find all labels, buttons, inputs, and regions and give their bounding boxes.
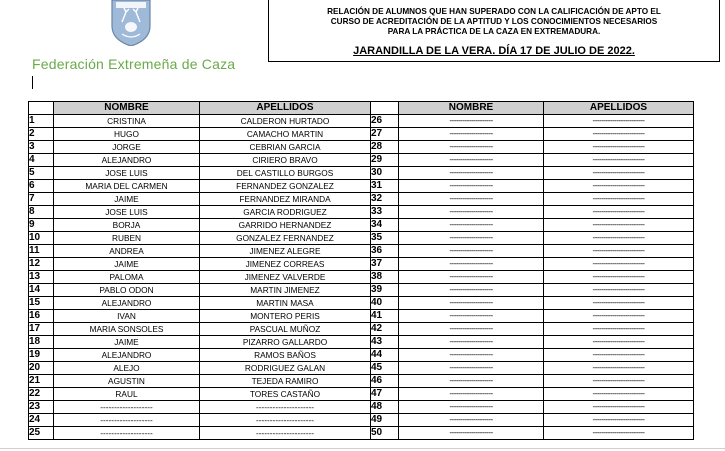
row-number: 22 bbox=[29, 388, 54, 401]
row-number: 24 bbox=[29, 414, 54, 427]
student-apellidos-empty: ------------------------ bbox=[544, 219, 694, 232]
row-number: 49 bbox=[371, 414, 399, 427]
table-body bbox=[29, 115, 694, 440]
row-number: 4 bbox=[29, 154, 54, 167]
row-number: 13 bbox=[29, 271, 54, 284]
student-apellidos: JIMENEZ VALVERDE bbox=[200, 271, 371, 284]
student-apellidos-empty: ------------------------ bbox=[544, 271, 694, 284]
table-row bbox=[29, 375, 694, 388]
table-row bbox=[29, 284, 694, 297]
table-row bbox=[29, 219, 694, 232]
student-nombre-empty: -------------------- bbox=[399, 128, 544, 141]
header-nombre: NOMBRE bbox=[399, 102, 544, 115]
student-apellidos: PASCUAL MUÑOZ bbox=[200, 323, 371, 336]
student-apellidos-empty: ------------------------ bbox=[544, 128, 694, 141]
table-row bbox=[29, 388, 694, 401]
student-nombre-empty: -------------------- bbox=[399, 206, 544, 219]
row-number: 7 bbox=[29, 193, 54, 206]
student-apellidos: PIZARRO GALLARDO bbox=[200, 336, 371, 349]
student-nombre: MARIA DEL CARMEN bbox=[54, 180, 200, 193]
student-apellidos-empty: ------------------------ bbox=[544, 362, 694, 375]
student-apellidos: JIMENEZ CORREAS bbox=[200, 258, 371, 271]
student-apellidos-empty: ------------------------ bbox=[544, 180, 694, 193]
table-row bbox=[29, 271, 694, 284]
student-apellidos-empty: ------------------------ bbox=[544, 388, 694, 401]
table-row bbox=[29, 232, 694, 245]
row-number: 44 bbox=[371, 349, 399, 362]
row-number: 2 bbox=[29, 128, 54, 141]
row-number: 14 bbox=[29, 284, 54, 297]
table-row bbox=[29, 401, 694, 414]
student-apellidos: TEJEDA RAMIRO bbox=[200, 375, 371, 388]
student-nombre-empty: -------------------- bbox=[399, 245, 544, 258]
row-number: 32 bbox=[371, 193, 399, 206]
row-number: 15 bbox=[29, 297, 54, 310]
student-nombre: PALOMA bbox=[54, 271, 200, 284]
student-nombre-empty: -------------------- bbox=[399, 154, 544, 167]
document-header bbox=[268, 0, 720, 62]
student-nombre: ------------------- bbox=[54, 414, 200, 427]
student-apellidos: JIMENEZ ALEGRE bbox=[200, 245, 371, 258]
student-nombre-empty: -------------------- bbox=[399, 336, 544, 349]
student-nombre: ------------------- bbox=[54, 427, 200, 440]
student-apellidos: CALDERON HURTADO bbox=[200, 115, 371, 128]
student-apellidos: MARTIN JIMENEZ bbox=[200, 284, 371, 297]
student-nombre-empty: -------------------- bbox=[399, 180, 544, 193]
student-nombre-empty: -------------------- bbox=[399, 427, 544, 440]
student-nombre: HUGO bbox=[54, 128, 200, 141]
federation-name: Federación Extremeña de Caza bbox=[32, 56, 236, 72]
student-apellidos-empty: ------------------------ bbox=[544, 167, 694, 180]
row-number: 39 bbox=[371, 284, 399, 297]
table-row bbox=[29, 362, 694, 375]
header-number-blank bbox=[29, 102, 54, 115]
student-nombre: JOSE LUIS bbox=[54, 167, 200, 180]
row-number: 26 bbox=[371, 115, 399, 128]
student-apellidos-empty: ------------------------ bbox=[544, 336, 694, 349]
student-apellidos: CIRIERO BRAVO bbox=[200, 154, 371, 167]
student-nombre: BORJA bbox=[54, 219, 200, 232]
student-nombre: PABLO ODON bbox=[54, 284, 200, 297]
row-number: 50 bbox=[371, 427, 399, 440]
row-number: 19 bbox=[29, 349, 54, 362]
row-number: 46 bbox=[371, 375, 399, 388]
page-divider bbox=[0, 448, 725, 449]
table-row bbox=[29, 297, 694, 310]
row-number: 28 bbox=[371, 141, 399, 154]
table-row bbox=[29, 258, 694, 271]
student-apellidos: CEBRIAN GARCIA bbox=[200, 141, 371, 154]
student-apellidos: FERNANDEZ MIRANDA bbox=[200, 193, 371, 206]
student-nombre: ALEJANDRO bbox=[54, 297, 200, 310]
row-number: 21 bbox=[29, 375, 54, 388]
table-row bbox=[29, 193, 694, 206]
student-nombre-empty: -------------------- bbox=[399, 297, 544, 310]
row-number: 30 bbox=[371, 167, 399, 180]
row-number: 29 bbox=[371, 154, 399, 167]
student-apellidos-empty: ------------------------ bbox=[544, 232, 694, 245]
header-apellidos: APELLIDOS bbox=[200, 102, 371, 115]
student-apellidos: --------------------- bbox=[200, 401, 371, 414]
student-nombre: CRISTINA bbox=[54, 115, 200, 128]
table-row bbox=[29, 310, 694, 323]
row-number: 20 bbox=[29, 362, 54, 375]
row-number: 11 bbox=[29, 245, 54, 258]
table-row bbox=[29, 414, 694, 427]
student-nombre-empty: -------------------- bbox=[399, 310, 544, 323]
row-number: 31 bbox=[371, 180, 399, 193]
course-date-title: JARANDILLA DE LA VERA. DÍA 17 DE JULIO DE 2022. bbox=[353, 45, 635, 57]
table-row bbox=[29, 167, 694, 180]
student-apellidos: MARTIN MASA bbox=[200, 297, 371, 310]
row-number: 43 bbox=[371, 336, 399, 349]
table-row bbox=[29, 180, 694, 193]
student-apellidos: --------------------- bbox=[200, 414, 371, 427]
row-number: 1 bbox=[29, 115, 54, 128]
student-apellidos-empty: ------------------------ bbox=[544, 414, 694, 427]
student-nombre: RAUL bbox=[54, 388, 200, 401]
row-number: 36 bbox=[371, 245, 399, 258]
student-nombre-empty: -------------------- bbox=[399, 375, 544, 388]
row-number: 23 bbox=[29, 401, 54, 414]
student-apellidos-empty: ------------------------ bbox=[544, 258, 694, 271]
student-apellidos: MONTERO PERIS bbox=[200, 310, 371, 323]
student-nombre: MARIA SONSOLES bbox=[54, 323, 200, 336]
row-number: 18 bbox=[29, 336, 54, 349]
student-apellidos: RODRIGUEZ GALAN bbox=[200, 362, 371, 375]
student-nombre-empty: -------------------- bbox=[399, 284, 544, 297]
student-apellidos: RAMOS BAÑOS bbox=[200, 349, 371, 362]
student-apellidos: CAMACHO MARTIN bbox=[200, 128, 371, 141]
table-row bbox=[29, 336, 694, 349]
header-number-blank bbox=[371, 102, 399, 115]
header-line-3: PARA LA PRÁCTICA DE LA CAZA EN EXTREMADURA. bbox=[387, 27, 601, 36]
student-nombre-empty: -------------------- bbox=[399, 167, 544, 180]
student-nombre: JAIME bbox=[54, 336, 200, 349]
row-number: 38 bbox=[371, 271, 399, 284]
table-row bbox=[29, 427, 694, 440]
student-nombre-empty: -------------------- bbox=[399, 323, 544, 336]
table-row bbox=[29, 245, 694, 258]
row-number: 17 bbox=[29, 323, 54, 336]
header-apellidos: APELLIDOS bbox=[544, 102, 694, 115]
table-row bbox=[29, 141, 694, 154]
student-nombre-empty: -------------------- bbox=[399, 388, 544, 401]
text-cursor bbox=[32, 76, 33, 89]
row-number: 47 bbox=[371, 388, 399, 401]
student-apellidos: FERNANDEZ GONZALEZ bbox=[200, 180, 371, 193]
student-nombre: JOSE LUIS bbox=[54, 206, 200, 219]
student-nombre: ALEJANDRO bbox=[54, 154, 200, 167]
student-nombre: ALEJO bbox=[54, 362, 200, 375]
student-apellidos-empty: ------------------------ bbox=[544, 154, 694, 167]
student-apellidos-empty: ------------------------ bbox=[544, 323, 694, 336]
row-number: 41 bbox=[371, 310, 399, 323]
row-number: 3 bbox=[29, 141, 54, 154]
student-nombre-empty: -------------------- bbox=[399, 141, 544, 154]
student-nombre-empty: -------------------- bbox=[399, 271, 544, 284]
student-apellidos-empty: ------------------------ bbox=[544, 375, 694, 388]
student-nombre-empty: -------------------- bbox=[399, 258, 544, 271]
table-row bbox=[29, 154, 694, 167]
student-nombre: JAIME bbox=[54, 258, 200, 271]
student-nombre-empty: -------------------- bbox=[399, 232, 544, 245]
student-apellidos-empty: ------------------------ bbox=[544, 284, 694, 297]
table-row bbox=[29, 206, 694, 219]
student-apellidos: --------------------- bbox=[200, 427, 371, 440]
student-apellidos-empty: ------------------------ bbox=[544, 206, 694, 219]
table-row bbox=[29, 349, 694, 362]
header-line-2: CURSO DE ACREDITACIÓN DE LA APTITUD Y LOS CONOCIMIENTOS NECESARIOS bbox=[330, 17, 658, 26]
row-number: 34 bbox=[371, 219, 399, 232]
row-number: 37 bbox=[371, 258, 399, 271]
student-apellidos: GARRIDO HERNANDEZ bbox=[200, 219, 371, 232]
student-nombre-empty: -------------------- bbox=[399, 414, 544, 427]
student-nombre-empty: -------------------- bbox=[399, 115, 544, 128]
row-number: 42 bbox=[371, 323, 399, 336]
student-nombre-empty: -------------------- bbox=[399, 349, 544, 362]
student-apellidos-empty: ------------------------ bbox=[544, 427, 694, 440]
row-number: 16 bbox=[29, 310, 54, 323]
student-nombre: ------------------- bbox=[54, 401, 200, 414]
header-line-1: RELACIÓN DE ALUMNOS QUE HAN SUPERADO CON LA CALIFICACIÓN DE APTO EL bbox=[327, 7, 661, 16]
students-table bbox=[28, 101, 694, 440]
row-number: 45 bbox=[371, 362, 399, 375]
row-number: 33 bbox=[371, 206, 399, 219]
student-apellidos-empty: ------------------------ bbox=[544, 297, 694, 310]
student-nombre: IVAN bbox=[54, 310, 200, 323]
row-number: 48 bbox=[371, 401, 399, 414]
student-nombre-empty: -------------------- bbox=[399, 362, 544, 375]
row-number: 5 bbox=[29, 167, 54, 180]
student-nombre-empty: -------------------- bbox=[399, 219, 544, 232]
student-apellidos-empty: ------------------------ bbox=[544, 193, 694, 206]
student-apellidos: DEL CASTILLO BURGOS bbox=[200, 167, 371, 180]
table-row bbox=[29, 323, 694, 336]
row-number: 35 bbox=[371, 232, 399, 245]
student-apellidos-empty: ------------------------ bbox=[544, 401, 694, 414]
student-apellidos-empty: ------------------------ bbox=[544, 141, 694, 154]
student-apellidos-empty: ------------------------ bbox=[544, 349, 694, 362]
row-number: 8 bbox=[29, 206, 54, 219]
student-apellidos-empty: ------------------------ bbox=[544, 245, 694, 258]
federation-crest-icon bbox=[108, 0, 154, 46]
student-apellidos-empty: ------------------------ bbox=[544, 310, 694, 323]
student-nombre: ANDREA bbox=[54, 245, 200, 258]
student-nombre-empty: -------------------- bbox=[399, 193, 544, 206]
table-header-row bbox=[29, 102, 694, 115]
table-row bbox=[29, 128, 694, 141]
student-apellidos: GONZALEZ FERNANDEZ bbox=[200, 232, 371, 245]
header-nombre: NOMBRE bbox=[54, 102, 200, 115]
row-number: 25 bbox=[29, 427, 54, 440]
student-apellidos: TORES CASTAÑO bbox=[200, 388, 371, 401]
student-apellidos-empty: ------------------------ bbox=[544, 115, 694, 128]
row-number: 10 bbox=[29, 232, 54, 245]
student-apellidos: GARCIA RODRIGUEZ bbox=[200, 206, 371, 219]
row-number: 40 bbox=[371, 297, 399, 310]
student-nombre: RUBEN bbox=[54, 232, 200, 245]
student-nombre: AGUSTIN bbox=[54, 375, 200, 388]
table-row bbox=[29, 115, 694, 128]
student-nombre-empty: -------------------- bbox=[399, 401, 544, 414]
student-nombre: JAIME bbox=[54, 193, 200, 206]
student-nombre: ALEJANDRO bbox=[54, 349, 200, 362]
row-number: 27 bbox=[371, 128, 399, 141]
row-number: 6 bbox=[29, 180, 54, 193]
row-number: 12 bbox=[29, 258, 54, 271]
student-nombre: JORGE bbox=[54, 141, 200, 154]
row-number: 9 bbox=[29, 219, 54, 232]
